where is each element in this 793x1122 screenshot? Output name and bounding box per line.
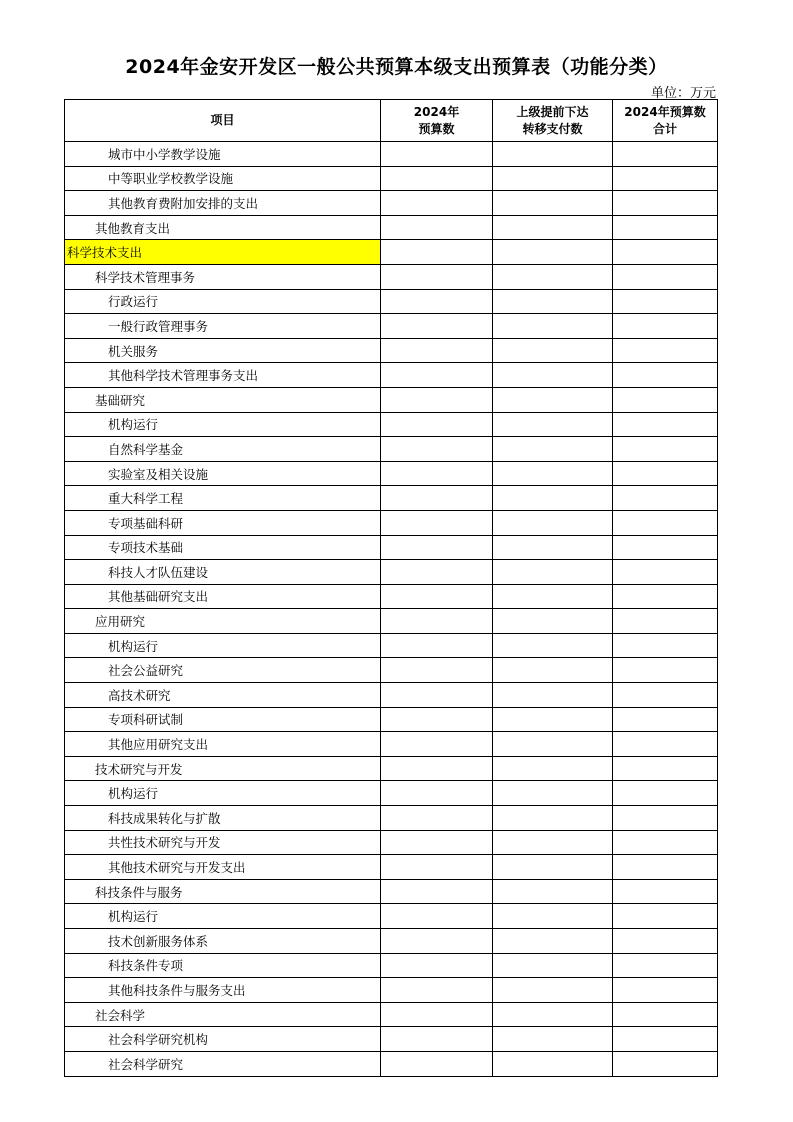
row-total-cell bbox=[613, 560, 718, 585]
table-row bbox=[65, 191, 718, 216]
row-total-cell bbox=[613, 289, 718, 314]
table-row bbox=[65, 1051, 718, 1076]
table-row bbox=[65, 658, 718, 683]
row-item-label: 社会公益研究 bbox=[65, 658, 381, 683]
row-item-label: 专项基础科研 bbox=[65, 510, 381, 535]
row-item-label: 社会科学 bbox=[65, 1002, 381, 1027]
table-row bbox=[65, 412, 718, 437]
row-transfer-cell bbox=[493, 806, 613, 831]
row-item-label: 机构运行 bbox=[65, 904, 381, 929]
row-item-label: 社会科学研究 bbox=[65, 1051, 381, 1076]
row-total-cell bbox=[613, 240, 718, 265]
unit-label: 单位：万元 bbox=[650, 86, 716, 101]
row-budget-cell bbox=[381, 461, 493, 486]
row-total-cell bbox=[613, 904, 718, 929]
row-total-cell bbox=[613, 732, 718, 757]
row-item-label: 行政运行 bbox=[65, 289, 381, 314]
row-total-cell bbox=[613, 707, 718, 732]
row-budget-cell bbox=[381, 191, 493, 216]
table-row bbox=[65, 363, 718, 388]
row-budget-cell bbox=[381, 1002, 493, 1027]
header-budget: 2024年 预算数 bbox=[381, 100, 493, 142]
row-budget-cell bbox=[381, 412, 493, 437]
row-item-label: 中等职业学校教学设施 bbox=[65, 166, 381, 191]
row-transfer-cell bbox=[493, 855, 613, 880]
table-row bbox=[65, 707, 718, 732]
table-row bbox=[65, 510, 718, 535]
row-budget-cell bbox=[381, 830, 493, 855]
row-budget-cell bbox=[381, 855, 493, 880]
row-transfer-cell bbox=[493, 486, 613, 511]
table-row bbox=[65, 437, 718, 462]
row-total-cell bbox=[613, 756, 718, 781]
row-transfer-cell bbox=[493, 1027, 613, 1052]
table-row bbox=[65, 781, 718, 806]
table-body bbox=[65, 142, 718, 1077]
table-row bbox=[65, 387, 718, 412]
row-budget-cell bbox=[381, 683, 493, 708]
row-total-cell bbox=[613, 781, 718, 806]
table-row bbox=[65, 142, 718, 167]
row-budget-cell bbox=[381, 142, 493, 167]
row-transfer-cell bbox=[493, 437, 613, 462]
row-item-label: 其他教育支出 bbox=[65, 215, 381, 240]
row-transfer-cell bbox=[493, 609, 613, 634]
row-budget-cell bbox=[381, 978, 493, 1003]
table-row bbox=[65, 338, 718, 363]
row-transfer-cell bbox=[493, 387, 613, 412]
row-transfer-cell bbox=[493, 240, 613, 265]
row-item-label: 社会科学研究机构 bbox=[65, 1027, 381, 1052]
row-transfer-cell bbox=[493, 584, 613, 609]
row-item-label: 其他教育费附加安排的支出 bbox=[65, 191, 381, 216]
row-budget-cell bbox=[381, 240, 493, 265]
row-budget-cell bbox=[381, 756, 493, 781]
row-item-label: 基础研究 bbox=[65, 387, 381, 412]
row-total-cell bbox=[613, 535, 718, 560]
table-row bbox=[65, 166, 718, 191]
row-budget-cell bbox=[381, 289, 493, 314]
table-row bbox=[65, 560, 718, 585]
row-transfer-cell bbox=[493, 142, 613, 167]
row-transfer-cell bbox=[493, 412, 613, 437]
row-item-label: 应用研究 bbox=[65, 609, 381, 634]
row-item-label: 其他科学技术管理事务支出 bbox=[65, 363, 381, 388]
row-transfer-cell bbox=[493, 560, 613, 585]
row-item-label: 共性技术研究与开发 bbox=[65, 830, 381, 855]
row-total-cell bbox=[613, 338, 718, 363]
table-row bbox=[65, 756, 718, 781]
row-budget-cell bbox=[381, 314, 493, 339]
row-transfer-cell bbox=[493, 683, 613, 708]
row-transfer-cell bbox=[493, 879, 613, 904]
row-item-label: 专项科研试制 bbox=[65, 707, 381, 732]
table-row bbox=[65, 830, 718, 855]
row-total-cell bbox=[613, 166, 718, 191]
row-item-label: 专项技术基础 bbox=[65, 535, 381, 560]
row-transfer-cell bbox=[493, 953, 613, 978]
row-budget-cell bbox=[381, 560, 493, 585]
row-transfer-cell bbox=[493, 510, 613, 535]
row-item-label: 科学技术支出 bbox=[65, 240, 381, 265]
row-item-label: 技术创新服务体系 bbox=[65, 929, 381, 954]
row-budget-cell bbox=[381, 437, 493, 462]
row-transfer-cell bbox=[493, 633, 613, 658]
row-item-label: 重大科学工程 bbox=[65, 486, 381, 511]
row-budget-cell bbox=[381, 879, 493, 904]
row-item-label: 科学技术管理事务 bbox=[65, 264, 381, 289]
row-total-cell bbox=[613, 830, 718, 855]
row-total-cell bbox=[613, 264, 718, 289]
row-item-label: 科技条件与服务 bbox=[65, 879, 381, 904]
row-budget-cell bbox=[381, 658, 493, 683]
row-total-cell bbox=[613, 510, 718, 535]
row-budget-cell bbox=[381, 166, 493, 191]
row-budget-cell bbox=[381, 929, 493, 954]
row-item-label: 机构运行 bbox=[65, 781, 381, 806]
row-total-cell bbox=[613, 806, 718, 831]
row-transfer-cell bbox=[493, 658, 613, 683]
table-row bbox=[65, 855, 718, 880]
table-row bbox=[65, 240, 718, 265]
table-row bbox=[65, 953, 718, 978]
row-budget-cell bbox=[381, 363, 493, 388]
row-transfer-cell bbox=[493, 781, 613, 806]
budget-table bbox=[64, 99, 718, 1077]
table-row bbox=[65, 904, 718, 929]
row-total-cell bbox=[613, 584, 718, 609]
row-total-cell bbox=[613, 142, 718, 167]
table-row bbox=[65, 486, 718, 511]
table-row bbox=[65, 978, 718, 1003]
row-total-cell bbox=[613, 486, 718, 511]
row-budget-cell bbox=[381, 510, 493, 535]
table-row bbox=[65, 1002, 718, 1027]
table-row bbox=[65, 584, 718, 609]
table-header-row bbox=[65, 100, 718, 142]
header-item: 项目 bbox=[65, 100, 381, 142]
row-budget-cell bbox=[381, 904, 493, 929]
row-transfer-cell bbox=[493, 215, 613, 240]
row-budget-cell bbox=[381, 633, 493, 658]
row-transfer-cell bbox=[493, 929, 613, 954]
row-total-cell bbox=[613, 879, 718, 904]
table-row bbox=[65, 732, 718, 757]
row-item-label: 科技人才队伍建设 bbox=[65, 560, 381, 585]
row-total-cell bbox=[613, 683, 718, 708]
row-transfer-cell bbox=[493, 289, 613, 314]
row-item-label: 其他技术研究与开发支出 bbox=[65, 855, 381, 880]
table-row bbox=[65, 683, 718, 708]
row-total-cell bbox=[613, 609, 718, 634]
table-row bbox=[65, 879, 718, 904]
row-total-cell bbox=[613, 953, 718, 978]
row-transfer-cell bbox=[493, 904, 613, 929]
table-row bbox=[65, 806, 718, 831]
row-budget-cell bbox=[381, 1051, 493, 1076]
row-total-cell bbox=[613, 633, 718, 658]
row-transfer-cell bbox=[493, 166, 613, 191]
table-row bbox=[65, 609, 718, 634]
row-transfer-cell bbox=[493, 535, 613, 560]
row-budget-cell bbox=[381, 215, 493, 240]
row-budget-cell bbox=[381, 264, 493, 289]
table-row bbox=[65, 1027, 718, 1052]
row-item-label: 机构运行 bbox=[65, 633, 381, 658]
row-total-cell bbox=[613, 363, 718, 388]
header-total: 2024年预算数 合计 bbox=[613, 100, 718, 142]
row-item-label: 机构运行 bbox=[65, 412, 381, 437]
row-total-cell bbox=[613, 461, 718, 486]
row-total-cell bbox=[613, 215, 718, 240]
row-total-cell bbox=[613, 978, 718, 1003]
table-row bbox=[65, 633, 718, 658]
row-budget-cell bbox=[381, 486, 493, 511]
row-transfer-cell bbox=[493, 830, 613, 855]
row-budget-cell bbox=[381, 732, 493, 757]
row-transfer-cell bbox=[493, 191, 613, 216]
row-item-label: 实验室及相关设施 bbox=[65, 461, 381, 486]
table-row bbox=[65, 289, 718, 314]
row-transfer-cell bbox=[493, 338, 613, 363]
table-row bbox=[65, 461, 718, 486]
row-total-cell bbox=[613, 191, 718, 216]
row-budget-cell bbox=[381, 953, 493, 978]
row-item-label: 其他基础研究支出 bbox=[65, 584, 381, 609]
row-item-label: 技术研究与开发 bbox=[65, 756, 381, 781]
row-total-cell bbox=[613, 658, 718, 683]
row-total-cell bbox=[613, 929, 718, 954]
row-total-cell bbox=[613, 437, 718, 462]
table-row bbox=[65, 314, 718, 339]
row-total-cell bbox=[613, 855, 718, 880]
row-budget-cell bbox=[381, 584, 493, 609]
row-item-label: 其他科技条件与服务支出 bbox=[65, 978, 381, 1003]
table-row bbox=[65, 264, 718, 289]
row-item-label: 高技术研究 bbox=[65, 683, 381, 708]
table-row bbox=[65, 535, 718, 560]
row-budget-cell bbox=[381, 387, 493, 412]
row-item-label: 一般行政管理事务 bbox=[65, 314, 381, 339]
row-total-cell bbox=[613, 412, 718, 437]
table-row bbox=[65, 215, 718, 240]
row-budget-cell bbox=[381, 781, 493, 806]
row-item-label: 科技成果转化与扩散 bbox=[65, 806, 381, 831]
page-title: 2024年金安开发区一般公共预算本级支出预算表（功能分类） bbox=[125, 56, 668, 78]
row-budget-cell bbox=[381, 609, 493, 634]
row-item-label: 自然科学基金 bbox=[65, 437, 381, 462]
row-total-cell bbox=[613, 1027, 718, 1052]
row-item-label: 机关服务 bbox=[65, 338, 381, 363]
row-transfer-cell bbox=[493, 363, 613, 388]
row-item-label: 城市中小学教学设施 bbox=[65, 142, 381, 167]
row-transfer-cell bbox=[493, 707, 613, 732]
row-budget-cell bbox=[381, 1027, 493, 1052]
row-item-label: 其他应用研究支出 bbox=[65, 732, 381, 757]
row-transfer-cell bbox=[493, 732, 613, 757]
row-transfer-cell bbox=[493, 461, 613, 486]
row-total-cell bbox=[613, 1002, 718, 1027]
row-transfer-cell bbox=[493, 978, 613, 1003]
row-total-cell bbox=[613, 1051, 718, 1076]
row-budget-cell bbox=[381, 535, 493, 560]
row-budget-cell bbox=[381, 707, 493, 732]
row-transfer-cell bbox=[493, 314, 613, 339]
row-transfer-cell bbox=[493, 756, 613, 781]
row-transfer-cell bbox=[493, 1002, 613, 1027]
row-budget-cell bbox=[381, 338, 493, 363]
header-transfer: 上级提前下达 转移支付数 bbox=[493, 100, 613, 142]
row-transfer-cell bbox=[493, 1051, 613, 1076]
row-transfer-cell bbox=[493, 264, 613, 289]
row-total-cell bbox=[613, 314, 718, 339]
row-item-label: 科技条件专项 bbox=[65, 953, 381, 978]
table-row bbox=[65, 929, 718, 954]
row-total-cell bbox=[613, 387, 718, 412]
row-budget-cell bbox=[381, 806, 493, 831]
